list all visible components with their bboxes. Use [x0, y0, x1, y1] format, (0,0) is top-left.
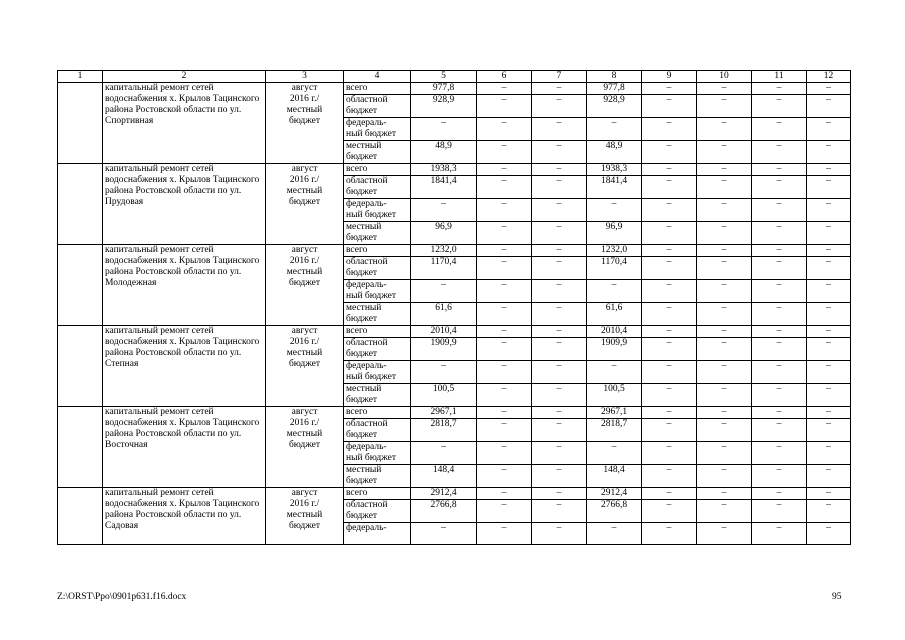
- value-cell-col-10: –: [697, 442, 752, 465]
- table-row: [58, 326, 851, 338]
- value-cell-col-11: –: [752, 199, 807, 222]
- value-cell-col-11: –: [752, 488, 807, 500]
- value-cell-col-9: –: [642, 303, 697, 326]
- value-cell-col-7: –: [532, 199, 587, 222]
- value-cell-col-6: –: [477, 141, 532, 164]
- value-cell-col-6: –: [477, 465, 532, 488]
- value-cell-col-10: –: [697, 222, 752, 245]
- value-cell-col-7: –: [532, 95, 587, 118]
- value-cell-col-11: –: [752, 442, 807, 465]
- value-cell-col-10: –: [697, 176, 752, 199]
- value-cell-col-10: –: [697, 95, 752, 118]
- table-row: [58, 407, 851, 419]
- value-cell-col-6: –: [477, 361, 532, 384]
- value-cell-col-11: –: [752, 83, 807, 95]
- value-cell-col-11: –: [752, 118, 807, 141]
- value-cell-col-5: 977,8: [411, 83, 477, 95]
- value-cell-col-8: –: [587, 361, 642, 384]
- value-cell-col-10: –: [697, 384, 752, 407]
- column-header-10: 10: [697, 71, 752, 83]
- value-cell-col-7: –: [532, 303, 587, 326]
- value-cell-col-11: –: [752, 407, 807, 419]
- value-cell-col-8: 100,5: [587, 384, 642, 407]
- work-description: капитальный ремонт сетей водоснабжения х. Крылов Тацинского района Ростовской области по ул. Спортивная: [103, 83, 266, 164]
- value-cell-col-5: 2967,1: [411, 407, 477, 419]
- value-cell-col-10: –: [697, 465, 752, 488]
- funding-source-label: федераль- ный бюджет: [344, 361, 411, 384]
- value-cell-col-12: –: [807, 407, 851, 419]
- work-description: капитальный ремонт сетей водоснабжения х. Крылов Тацинского района Ростовской области по ул. Восточная: [103, 407, 266, 488]
- value-cell-col-6: –: [477, 83, 532, 95]
- value-cell-col-11: –: [752, 361, 807, 384]
- value-cell-col-10: –: [697, 523, 752, 545]
- value-cell-col-9: –: [642, 176, 697, 199]
- row-number-cell: [58, 407, 103, 488]
- column-header-11: 11: [752, 71, 807, 83]
- row-number-cell: [58, 326, 103, 407]
- value-cell-col-7: –: [532, 257, 587, 280]
- value-cell-col-9: –: [642, 222, 697, 245]
- period-source: август 2016 г./ местный бюджет: [266, 245, 344, 326]
- value-cell-col-7: –: [532, 361, 587, 384]
- period-source: август 2016 г./ местный бюджет: [266, 83, 344, 164]
- funding-source-label: федераль- ный бюджет: [344, 118, 411, 141]
- value-cell-col-5: –: [411, 523, 477, 545]
- value-cell-col-12: –: [807, 384, 851, 407]
- value-cell-col-6: –: [477, 384, 532, 407]
- value-cell-col-12: –: [807, 83, 851, 95]
- funding-source-label: всего: [344, 488, 411, 500]
- value-cell-col-9: –: [642, 164, 697, 176]
- page-number: 95: [832, 592, 842, 602]
- value-cell-col-8: 96,9: [587, 222, 642, 245]
- header-row: [58, 71, 851, 83]
- value-cell-col-10: –: [697, 338, 752, 361]
- value-cell-col-5: 1909,9: [411, 338, 477, 361]
- value-cell-col-5: 148,4: [411, 465, 477, 488]
- value-cell-col-7: –: [532, 222, 587, 245]
- funding-source-label: федераль- ный бюджет: [344, 442, 411, 465]
- funding-source-label: федераль- ный бюджет: [344, 280, 411, 303]
- value-cell-col-9: –: [642, 465, 697, 488]
- value-cell-col-10: –: [697, 245, 752, 257]
- value-cell-col-7: –: [532, 118, 587, 141]
- column-header-3: 3: [266, 71, 344, 83]
- funding-source-label: областной бюджет: [344, 500, 411, 523]
- value-cell-col-6: –: [477, 199, 532, 222]
- value-cell-col-5: 2912,4: [411, 488, 477, 500]
- value-cell-col-8: 2818,7: [587, 419, 642, 442]
- value-cell-col-10: –: [697, 361, 752, 384]
- value-cell-col-12: –: [807, 245, 851, 257]
- value-cell-col-9: –: [642, 500, 697, 523]
- value-cell-col-7: –: [532, 500, 587, 523]
- value-cell-col-5: 1938,3: [411, 164, 477, 176]
- value-cell-col-8: 1232,0: [587, 245, 642, 257]
- value-cell-col-9: –: [642, 407, 697, 419]
- value-cell-col-11: –: [752, 326, 807, 338]
- footer-file-path: Z:\ORST\Ppo\0901p631.f16.docx: [57, 592, 187, 602]
- value-cell-col-5: –: [411, 199, 477, 222]
- value-cell-col-6: –: [477, 419, 532, 442]
- table-body: [58, 83, 851, 545]
- value-cell-col-11: –: [752, 338, 807, 361]
- row-number-cell: [58, 83, 103, 164]
- value-cell-col-8: 1170,4: [587, 257, 642, 280]
- value-cell-col-9: –: [642, 83, 697, 95]
- value-cell-col-11: –: [752, 257, 807, 280]
- value-cell-col-9: –: [642, 338, 697, 361]
- value-cell-col-7: –: [532, 338, 587, 361]
- funding-source-label: всего: [344, 326, 411, 338]
- value-cell-col-12: –: [807, 303, 851, 326]
- funding-source-label: местный бюджет: [344, 465, 411, 488]
- funding-source-label: местный бюджет: [344, 222, 411, 245]
- value-cell-col-8: 61,6: [587, 303, 642, 326]
- value-cell-col-11: –: [752, 245, 807, 257]
- value-cell-col-12: –: [807, 257, 851, 280]
- funding-source-label: областной бюджет: [344, 95, 411, 118]
- value-cell-col-12: –: [807, 465, 851, 488]
- work-description: капитальный ремонт сетей водоснабжения х. Крылов Тацинского района Ростовской области по ул. Прудовая: [103, 164, 266, 245]
- value-cell-col-8: –: [587, 118, 642, 141]
- value-cell-col-9: –: [642, 257, 697, 280]
- value-cell-col-5: 928,9: [411, 95, 477, 118]
- value-cell-col-11: –: [752, 303, 807, 326]
- value-cell-col-7: –: [532, 141, 587, 164]
- value-cell-col-6: –: [477, 245, 532, 257]
- value-cell-col-6: –: [477, 338, 532, 361]
- value-cell-col-11: –: [752, 500, 807, 523]
- value-cell-col-12: –: [807, 500, 851, 523]
- funding-source-label: всего: [344, 83, 411, 95]
- value-cell-col-8: 2766,8: [587, 500, 642, 523]
- value-cell-col-7: –: [532, 407, 587, 419]
- value-cell-col-12: –: [807, 95, 851, 118]
- value-cell-col-5: 1841,4: [411, 176, 477, 199]
- value-cell-col-8: 2967,1: [587, 407, 642, 419]
- value-cell-col-11: –: [752, 384, 807, 407]
- value-cell-col-7: –: [532, 326, 587, 338]
- value-cell-col-11: –: [752, 280, 807, 303]
- value-cell-col-10: –: [697, 199, 752, 222]
- column-header-2: 2: [103, 71, 266, 83]
- value-cell-col-8: 2010,4: [587, 326, 642, 338]
- value-cell-col-5: 2766,8: [411, 500, 477, 523]
- value-cell-col-8: 148,4: [587, 465, 642, 488]
- value-cell-col-5: –: [411, 361, 477, 384]
- funding-source-label: областной бюджет: [344, 338, 411, 361]
- value-cell-col-6: –: [477, 164, 532, 176]
- funding-source-label: всего: [344, 245, 411, 257]
- value-cell-col-10: –: [697, 118, 752, 141]
- value-cell-col-6: –: [477, 500, 532, 523]
- value-cell-col-7: –: [532, 384, 587, 407]
- value-cell-col-6: –: [477, 257, 532, 280]
- value-cell-col-12: –: [807, 442, 851, 465]
- value-cell-col-10: –: [697, 141, 752, 164]
- work-description: капитальный ремонт сетей водоснабжения х. Крылов Тацинского района Ростовской области по ул. Молодежная: [103, 245, 266, 326]
- value-cell-col-10: –: [697, 407, 752, 419]
- value-cell-col-9: –: [642, 280, 697, 303]
- value-cell-col-10: –: [697, 500, 752, 523]
- column-header-8: 8: [587, 71, 642, 83]
- value-cell-col-6: –: [477, 303, 532, 326]
- row-number-cell: [58, 164, 103, 245]
- value-cell-col-6: –: [477, 523, 532, 545]
- value-cell-col-5: 2818,7: [411, 419, 477, 442]
- value-cell-col-8: 1909,9: [587, 338, 642, 361]
- value-cell-col-7: –: [532, 245, 587, 257]
- value-cell-col-6: –: [477, 442, 532, 465]
- funding-source-label: местный бюджет: [344, 303, 411, 326]
- value-cell-col-8: 928,9: [587, 95, 642, 118]
- funding-source-label: федераль- ный бюджет: [344, 199, 411, 222]
- value-cell-col-10: –: [697, 419, 752, 442]
- value-cell-col-10: –: [697, 257, 752, 280]
- value-cell-col-9: –: [642, 199, 697, 222]
- funding-source-label: всего: [344, 164, 411, 176]
- value-cell-col-6: –: [477, 488, 532, 500]
- value-cell-col-10: –: [697, 280, 752, 303]
- value-cell-col-10: –: [697, 488, 752, 500]
- value-cell-col-11: –: [752, 465, 807, 488]
- value-cell-col-10: –: [697, 83, 752, 95]
- value-cell-col-8: 977,8: [587, 83, 642, 95]
- funding-source-label: областной бюджет: [344, 257, 411, 280]
- value-cell-col-9: –: [642, 141, 697, 164]
- budget-table: [57, 70, 851, 545]
- funding-source-label: областной бюджет: [344, 176, 411, 199]
- value-cell-col-7: –: [532, 488, 587, 500]
- table-row: [58, 245, 851, 257]
- value-cell-col-9: –: [642, 245, 697, 257]
- value-cell-col-12: –: [807, 338, 851, 361]
- value-cell-col-5: –: [411, 442, 477, 465]
- column-header-6: 6: [477, 71, 532, 83]
- value-cell-col-12: –: [807, 176, 851, 199]
- value-cell-col-7: –: [532, 442, 587, 465]
- value-cell-col-5: –: [411, 118, 477, 141]
- value-cell-col-6: –: [477, 280, 532, 303]
- value-cell-col-9: –: [642, 384, 697, 407]
- value-cell-col-7: –: [532, 419, 587, 442]
- period-source: август 2016 г./ местный бюджет: [266, 164, 344, 245]
- value-cell-col-12: –: [807, 326, 851, 338]
- value-cell-col-11: –: [752, 95, 807, 118]
- value-cell-col-12: –: [807, 199, 851, 222]
- value-cell-col-9: –: [642, 95, 697, 118]
- value-cell-col-6: –: [477, 407, 532, 419]
- value-cell-col-10: –: [697, 164, 752, 176]
- value-cell-col-12: –: [807, 523, 851, 545]
- value-cell-col-7: –: [532, 164, 587, 176]
- value-cell-col-9: –: [642, 326, 697, 338]
- value-cell-col-12: –: [807, 222, 851, 245]
- funding-source-label: местный бюджет: [344, 141, 411, 164]
- value-cell-col-5: –: [411, 280, 477, 303]
- value-cell-col-9: –: [642, 488, 697, 500]
- value-cell-col-11: –: [752, 419, 807, 442]
- value-cell-col-10: –: [697, 326, 752, 338]
- value-cell-col-11: –: [752, 176, 807, 199]
- value-cell-col-12: –: [807, 141, 851, 164]
- column-header-7: 7: [532, 71, 587, 83]
- value-cell-col-12: –: [807, 361, 851, 384]
- value-cell-col-8: 1938,3: [587, 164, 642, 176]
- funding-source-label: всего: [344, 407, 411, 419]
- column-header-12: 12: [807, 71, 851, 83]
- value-cell-col-9: –: [642, 361, 697, 384]
- value-cell-col-11: –: [752, 164, 807, 176]
- period-source: август 2016 г./ местный бюджет: [266, 326, 344, 407]
- value-cell-col-11: –: [752, 523, 807, 545]
- value-cell-col-8: 48,9: [587, 141, 642, 164]
- table-row: [58, 164, 851, 176]
- value-cell-col-11: –: [752, 141, 807, 164]
- value-cell-col-5: 96,9: [411, 222, 477, 245]
- value-cell-col-7: –: [532, 176, 587, 199]
- value-cell-col-7: –: [532, 83, 587, 95]
- period-source: август 2016 г./ местный бюджет: [266, 488, 344, 545]
- work-description: капитальный ремонт сетей водоснабжения х. Крылов Тацинского района Ростовской области по ул. Степная: [103, 326, 266, 407]
- funding-source-label: местный бюджет: [344, 384, 411, 407]
- value-cell-col-7: –: [532, 280, 587, 303]
- value-cell-col-8: –: [587, 523, 642, 545]
- value-cell-col-5: 100,5: [411, 384, 477, 407]
- value-cell-col-6: –: [477, 222, 532, 245]
- value-cell-col-5: 48,9: [411, 141, 477, 164]
- table-row: [58, 488, 851, 500]
- value-cell-col-12: –: [807, 488, 851, 500]
- value-cell-col-9: –: [642, 118, 697, 141]
- value-cell-col-6: –: [477, 95, 532, 118]
- column-header-1: 1: [58, 71, 103, 83]
- value-cell-col-8: 1841,4: [587, 176, 642, 199]
- value-cell-col-10: –: [697, 303, 752, 326]
- column-header-4: 4: [344, 71, 411, 83]
- value-cell-col-9: –: [642, 523, 697, 545]
- value-cell-col-8: –: [587, 442, 642, 465]
- value-cell-col-12: –: [807, 280, 851, 303]
- value-cell-col-6: –: [477, 118, 532, 141]
- value-cell-col-8: –: [587, 280, 642, 303]
- funding-source-label: федераль-: [344, 523, 411, 545]
- value-cell-col-12: –: [807, 419, 851, 442]
- row-number-cell: [58, 488, 103, 545]
- value-cell-col-7: –: [532, 465, 587, 488]
- value-cell-col-11: –: [752, 222, 807, 245]
- table-header: [58, 71, 851, 83]
- value-cell-col-6: –: [477, 176, 532, 199]
- value-cell-col-8: –: [587, 199, 642, 222]
- column-header-9: 9: [642, 71, 697, 83]
- value-cell-col-5: 1170,4: [411, 257, 477, 280]
- value-cell-col-9: –: [642, 419, 697, 442]
- value-cell-col-8: 2912,4: [587, 488, 642, 500]
- value-cell-col-7: –: [532, 523, 587, 545]
- value-cell-col-5: 2010,4: [411, 326, 477, 338]
- value-cell-col-9: –: [642, 442, 697, 465]
- period-source: август 2016 г./ местный бюджет: [266, 407, 344, 488]
- value-cell-col-5: 1232,0: [411, 245, 477, 257]
- value-cell-col-12: –: [807, 164, 851, 176]
- row-number-cell: [58, 245, 103, 326]
- value-cell-col-5: 61,6: [411, 303, 477, 326]
- funding-source-label: областной бюджет: [344, 419, 411, 442]
- work-description: капитальный ремонт сетей водоснабжения х. Крылов Тацинского района Ростовской области по ул. Садовая: [103, 488, 266, 545]
- table-row: [58, 83, 851, 95]
- value-cell-col-6: –: [477, 326, 532, 338]
- value-cell-col-12: –: [807, 118, 851, 141]
- column-header-5: 5: [411, 71, 477, 83]
